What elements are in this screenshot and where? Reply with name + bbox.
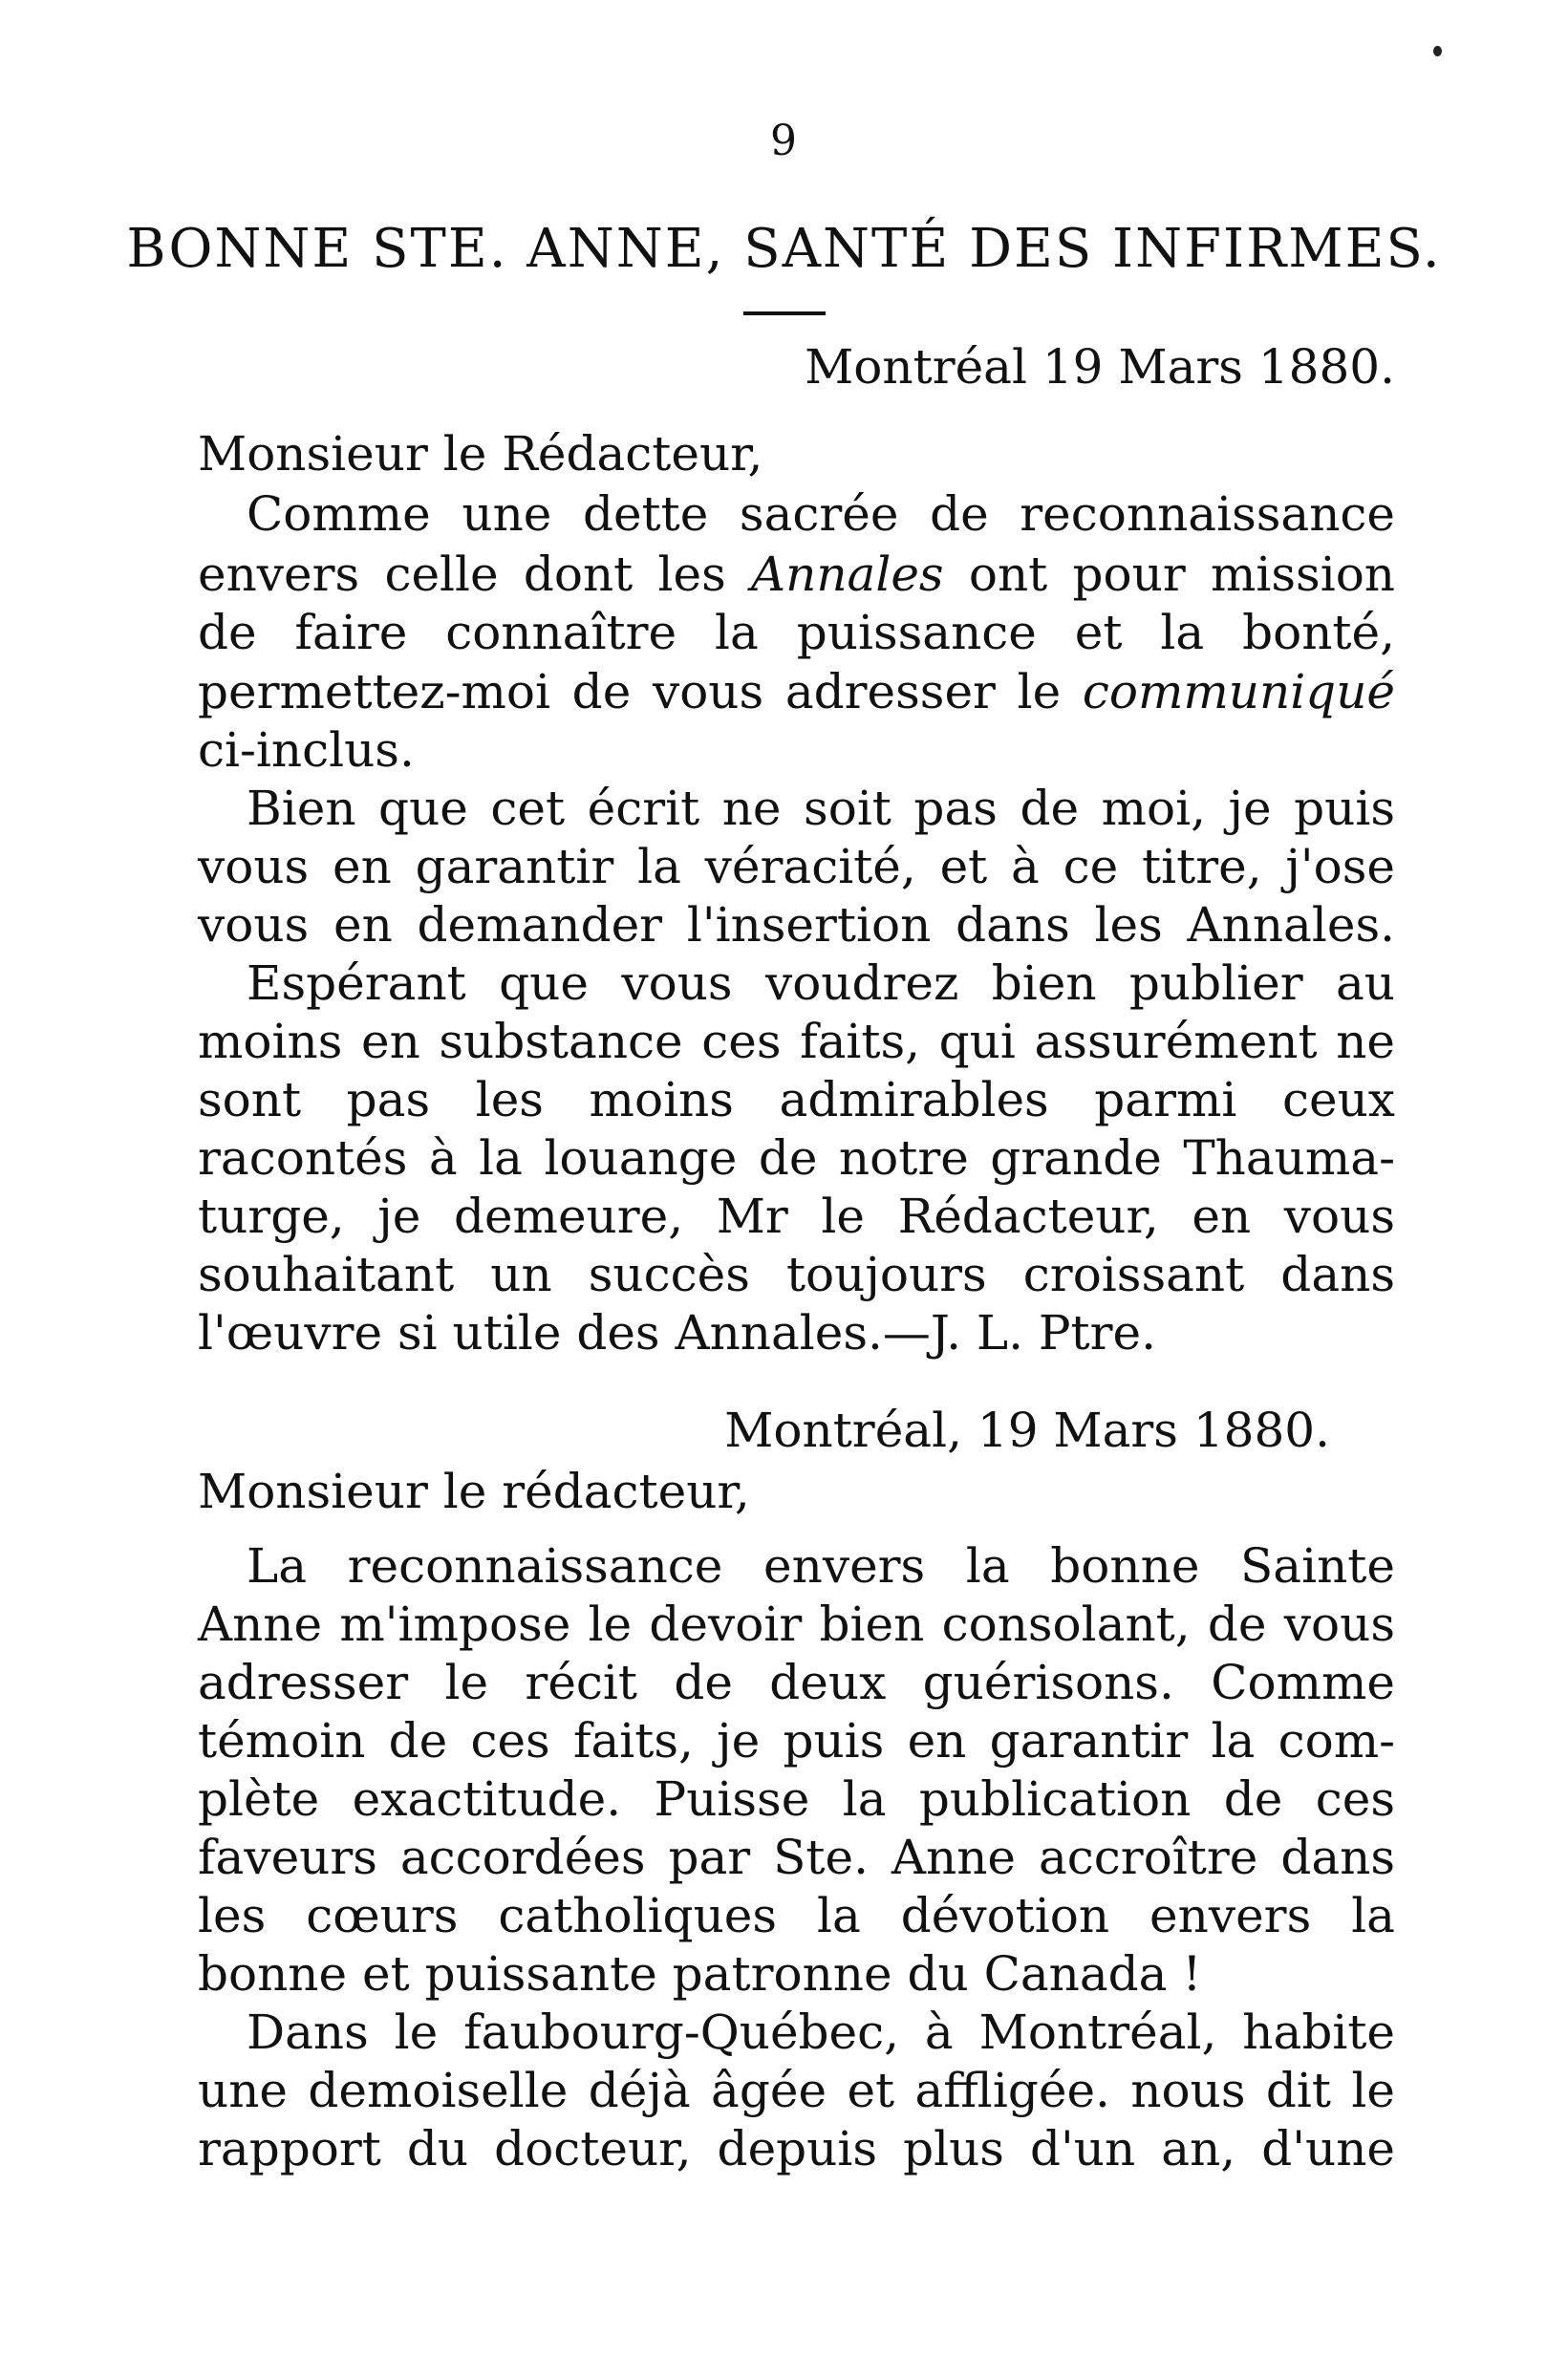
text-line: moins en substance ces faits, qui assurément ne: [198, 1014, 1395, 1069]
text-line: bonne et puissante patronne du Canada !: [198, 1946, 1202, 2002]
text-line: Anne m'impose le devoir bien consolant, de vous: [198, 1597, 1395, 1652]
text-line: vous en garantir la véracité, et à ce titre, j'ose: [198, 839, 1395, 894]
text-line: l'œuvre si utile des Annales.—J. L. Ptre.: [198, 1305, 1156, 1361]
text-line: ci-inclus.: [198, 722, 415, 778]
text-line: sont pas les moins admirables parmi ceux: [198, 1072, 1395, 1127]
text-line: les cœurs catholiques la dévotion envers la: [198, 1888, 1395, 1943]
letter1-dateline: Montréal 19 Mars 1880.: [805, 339, 1395, 395]
text-line: Comme une dette sacrée de reconnaissance: [247, 486, 1395, 542]
page-number: 9: [770, 117, 798, 165]
text-line: adresser le récit de deux guérisons. Comme: [198, 1655, 1395, 1710]
text-line: Espérant que vous voudrez bien publier au: [247, 955, 1395, 1011]
letter2-dateline: Montréal, 19 Mars 1880.: [724, 1403, 1330, 1458]
italic-word: Annales: [751, 547, 944, 602]
text-line: turge, je demeure, Mr le Rédacteur, en vous: [198, 1189, 1395, 1244]
italic-word: communiqué: [1082, 664, 1395, 719]
text-line: Dans le faubourg-Québec, à Montréal, habite: [247, 2005, 1395, 2060]
text-line: Bien que cet écrit ne soit pas de moi, je puis: [247, 781, 1395, 836]
text-line: une demoiselle déjà âgée et affligée. nous dit le: [198, 2063, 1395, 2118]
text-line: rapport du docteur, depuis plus d'un an, d'une: [198, 2121, 1395, 2176]
text-line: permettez-moi de vous adresser le communiqué: [198, 664, 1395, 719]
text-line: de faire connaître la puissance et la bonté,: [198, 605, 1395, 660]
text-line: faveurs accordées par Ste. Anne accroître dans: [198, 1830, 1395, 1885]
heading-rule: [743, 311, 826, 315]
letter1-salutation: Monsieur le Rédacteur,: [198, 426, 763, 482]
text-line: plète exactitude. Puisse la publication de ces: [198, 1771, 1395, 1827]
text-line: envers celle dont les Annales ont pour mission: [198, 547, 1395, 602]
letter2-salutation: Monsieur le rédacteur,: [198, 1464, 750, 1519]
text-line: racontés à la louange de notre grande Thauma-: [198, 1130, 1395, 1186]
text-line: témoin de ces faits, je puis en garantir la com-: [198, 1713, 1395, 1769]
ink-speck: [1433, 46, 1442, 56]
text-line: souhaitant un succès toujours croissant dans: [198, 1247, 1395, 1302]
text-line: La reconnaissance envers la bonne Sainte: [247, 1538, 1395, 1594]
text-line: vous en demander l'insertion dans les Annales.: [198, 897, 1395, 953]
page-heading: BONNE STE. ANNE, SANTÉ DES INFIRMES.: [126, 218, 1442, 280]
